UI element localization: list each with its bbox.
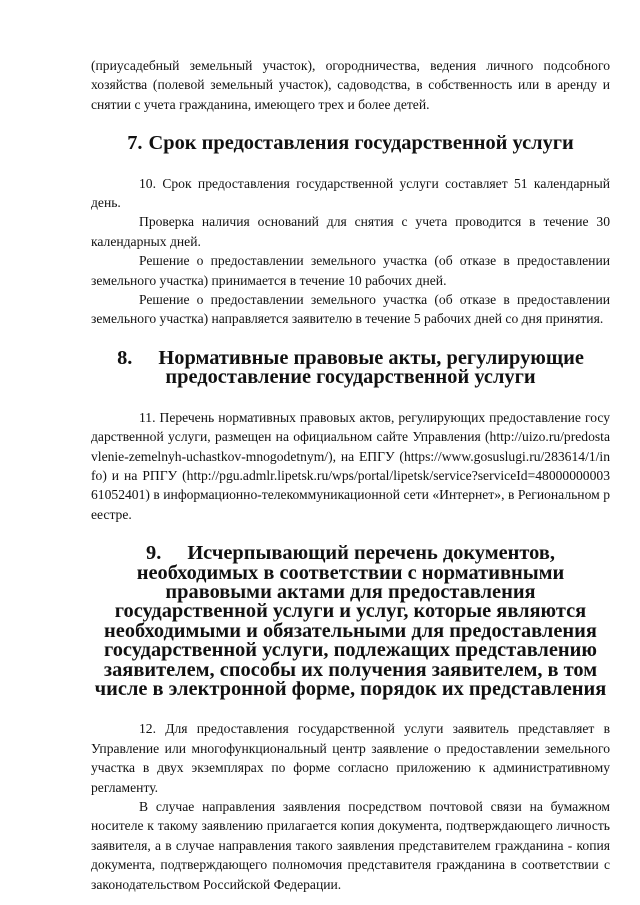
paragraph-12-postal: В случае направления заявления посредством почтовой связи на бумажном носителе к такому заявлению прилагается копия документа, подтверждающего личность заявителя, а в случае направления такого заявления представителем гражданина - копия документа, подтверждающего полномочия представителя гражданина в соответствии с законодательством Российской Федерации.: [91, 799, 610, 892]
section-9-heading: [91, 544, 610, 699]
section-8-title: Нормативные правовые акты, регулирующие предоставление государственной услуги: [158, 346, 584, 389]
section-9-title: Исчерпывающий перечень документов, необходимых в соответствии с нормативными правовыми актами для предоставления государственной услуги и услуг, которые являются необходимыми и обязательными для предоставления государственной услуги, подлежащих представлению заявителем, способы их получения заявителем, в том числе в электронной форме, порядок их представления: [94, 542, 607, 700]
section-8-number: 8.: [117, 346, 133, 369]
section-7-number: 7.: [127, 132, 143, 155]
paragraph-10-check: Проверка наличия оснований для снятия с учета проводится в течение 30 календарных дней.: [91, 214, 610, 249]
section-7-heading: [91, 134, 610, 153]
paragraph-12: 12. Для предоставления государственной услуги заявитель представляет в Управление или многофункциональный центр заявление о предоставлении земельного участка в двух экземплярах по форме согласно приложению к административному регламенту.: [91, 721, 610, 795]
paragraph-11: 11. Перечень нормативных правовых актов, регулирующих предоставление государственной услуги, размещен на официальном сайте Управления (http://uizo.ru/predostavlenie-zemelnyh-uchastkov-mnogodetnym/), на ЕПГУ (https://www.gosuslugi.ru/283614/1/info) и на РПГУ (http://pgu.admlr.lipetsk.ru/wps/portal/lipetsk/service?serviceId=4800000000361052401) в информационно-телекоммуникационной сети «Интернет», в Региональном реестре.: [91, 409, 610, 522]
section-8-heading: [91, 346, 610, 389]
paragraph-10: 10. Срок предоставления государственной услуги составляет 51 календарный день.: [91, 175, 610, 211]
paragraph-10-notification: Решение о предоставлении земельного участка (об отказе в предоставлении земельного участка) направляется заявителю в течение 5 рабочих дней со дня принятия.: [91, 292, 610, 327]
intro-paragraph: (приусадебный земельный участок), огородничества, ведения личного подсобного хозяйства (полевой земельный участок), садоводства, в собственность или в аренду и снятии с учета гражданина, имеющего трех и более детей.: [91, 58, 610, 112]
section-9-number: 9.: [146, 542, 162, 565]
document-page: [91, 56, 610, 894]
paragraph-10-decision: Решение о предоставлении земельного участка (об отказе в предоставлении земельного участка) принимается в течение 10 рабочих дней.: [91, 253, 610, 288]
section-7-title: Срок предоставления государственной услуги: [148, 132, 574, 155]
